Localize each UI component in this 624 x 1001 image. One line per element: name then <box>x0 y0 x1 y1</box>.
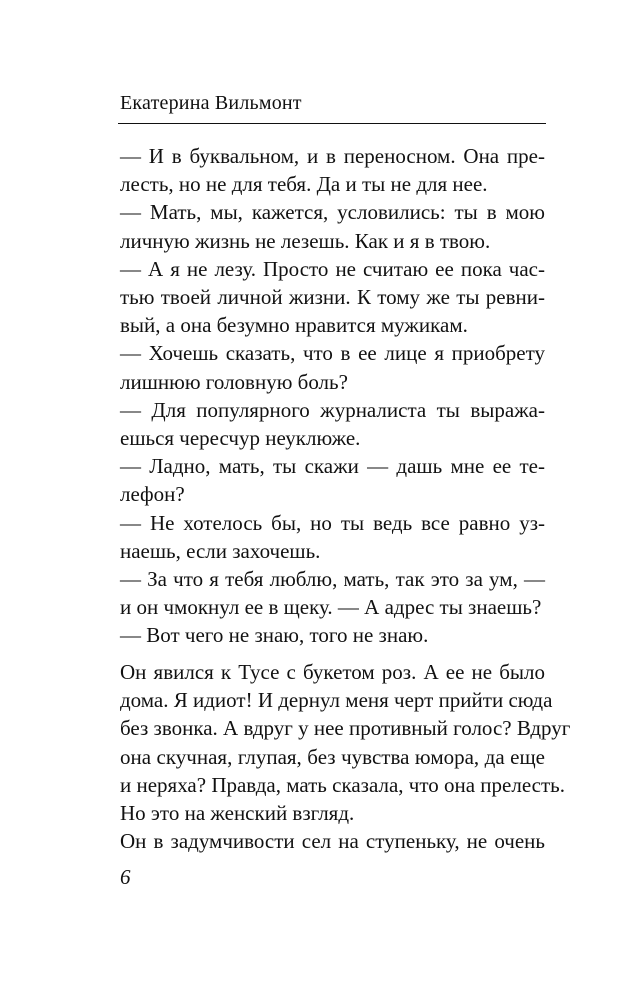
text-line: личную жизнь не лезешь. Как и я в твою. <box>120 228 491 253</box>
text-line: дома. Я идиот! И дернул меня черт прийти сюда <box>120 688 553 713</box>
text-line: Он явился к Тусе с букетом роз. А ее не было <box>120 660 545 684</box>
text-line: тью твоей личной жизни. К тому же ты ревни- <box>120 285 545 310</box>
narrative-text-block <box>120 658 571 855</box>
text-line: — Мать, мы, кажется, условились: ты в мою <box>120 200 545 225</box>
text-line: ешься чересчур неуклюже. <box>120 426 361 451</box>
text-line: — За что я тебя люблю, мать, так это за ум, — <box>120 567 545 592</box>
dialogue-text-block <box>120 142 545 650</box>
text-line: и неряха? Правда, мать сказала, что она прелесть. <box>120 772 565 797</box>
text-line: — Хочешь сказать, что в ее лице я приобрету <box>120 341 545 366</box>
text-line: — А я не лезу. Просто не считаю ее пока час- <box>120 256 545 281</box>
text-line: — Для популярного журналиста ты выража- <box>120 397 545 422</box>
text-line: вый, а она безумно нравится мужикам. <box>120 313 468 338</box>
text-line: — Не хотелось бы, но ты ведь все равно уз- <box>120 510 545 535</box>
text-line: Он в задумчивости сел на ступеньку, не очень <box>120 829 545 854</box>
text-line: и он чмокнул ее в щеку. — А адрес ты знаешь? <box>120 595 542 620</box>
running-head: Екатерина Вильмонт <box>120 92 302 114</box>
text-line: — И в буквальном, и в переносном. Она пре- <box>120 144 545 168</box>
header-rule <box>118 123 546 124</box>
text-line: лефон? <box>120 482 185 507</box>
text-line: наешь, если захочешь. <box>120 538 321 563</box>
text-line: — Ладно, мать, ты скажи — дашь мне ее те- <box>120 454 545 479</box>
text-line: лишнюю головную боль? <box>120 369 348 394</box>
text-line: Но это на женский взгляд. <box>120 801 355 826</box>
text-line: без звонка. А вдруг у нее противный голос? Вдруг <box>120 716 571 741</box>
page-number: 6 <box>120 865 131 889</box>
text-line: она скучная, глупая, без чувства юмора, да еще <box>120 744 545 769</box>
text-line: лесть, но не для тебя. Да и ты не для нее. <box>120 172 488 197</box>
text-line: — Вот чего не знаю, того не знаю. <box>120 623 429 648</box>
